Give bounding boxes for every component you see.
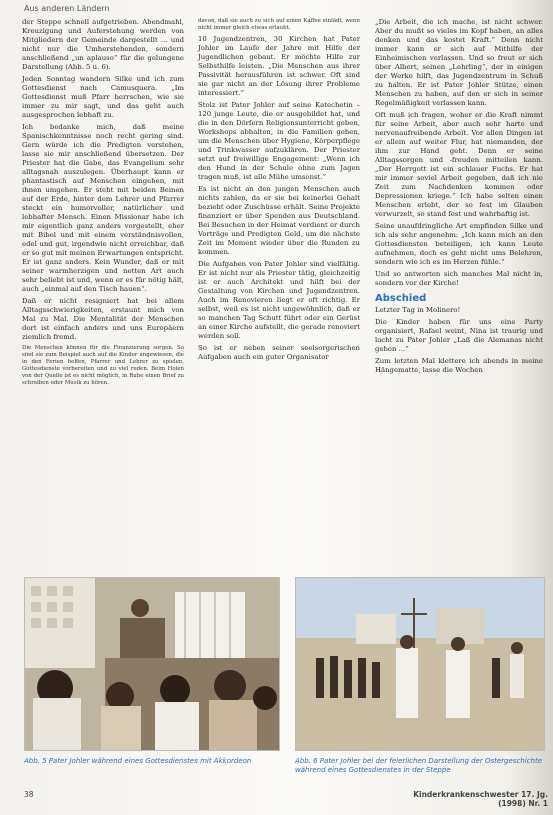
section-heading: Abschied: [375, 293, 427, 304]
paragraph: Stolz ist Pater Johler auf seine Katechetin – 120 junge Leute, die er ausgebildet hat, und die in den Dörfern Religionsunterricht geben, Workshops abhalten, in die Familien gehen, um die Menschen über Hygiene, Körperpflege und Trinkwasser aufzuklären. Der Priester setzt auf freiwillige Engagement: „Wenn ich den Hund in der Schule ohne zum Jagen tragen muß, ist alle Mühe umsonst.“: [198, 101, 360, 181]
text-column-1: [22, 18, 184, 390]
paragraph: 10 Jugendzentren, 30 Kirchen hat Pater Johler im Laufe der Jahre mit Hilfe der Jugendlichen gebaut. Er möchte Hilfe zur Selbsthilfe leisten. „Die Menschen aus ihrer Passivität herausführen ist schwer. Oft sind sie gar nicht an der Lösung ihrer Probleme interessiert.“: [198, 35, 360, 97]
paragraph: Es ist nicht an den jungen Menschen auch nichts zahlen, da er sie bei keinerlei Gehalt bezieht oder Zuschüsse erhält. Seine Projekte finanziert er über Spenden aus Deutschland. Bei Besuchen in der Heimat verdient er durch Vorträge und Predigten Geld, um die nächste Zeit im Moment wieder über die Runden zu kommen.: [198, 185, 360, 256]
photo-church-service-image: [25, 578, 279, 750]
paragraph: Die Kinder haben für uns eine Party organisiert, Rafael weint, Nina ist traurig und lacht zu Pater Johler „Laß die Alemanas nicht gehen ...“: [375, 318, 543, 353]
paragraph: Zum letzten Mal klettere ich abends in meine Hängematte, lasse die Wochen: [375, 357, 543, 374]
paragraph: Jeden Sonntag wandern Silke und ich zum Gottesdienst nach Camusquera. „Im Gottesdienst muß Pfarr herrschen, wie sie immer zu mir sagt, und das geht auch ausgesprochen lebhaft zu.: [22, 75, 184, 119]
small-print: Die Menschen können für die Finanzierung sorgen. So sind sie zum Beispiel auch auf die Kinder angewiesen, die in den Ferien helfen, Pfarrer und Lehrer zu spielen, Gottesdienste vorbereiten und zu viel reden. Beim Holen von der Quelle ist es nicht möglich, in Ruhe einen Brief zu schreiben oder Musik zu hören.: [22, 345, 184, 386]
section-tag: Aus anderen Ländern: [24, 4, 110, 13]
paragraph: der Steppe schnell aufgetrieben. Abendmahl, Kreuzigung und Auferstehung werden von Mitgliedern der Gemeinde dargestellt ... und nicht nur die Umherstehenden, sondern anschließend „un aplauso“ für die gelungene Darstellung (Abb. 5 u. 6).: [22, 18, 184, 71]
paragraph: Letzter Tag in Molinero!: [375, 306, 461, 314]
text-column-2: [198, 18, 360, 365]
paragraph: Seine unaufdringliche Art empfinden Silke und ich als sehr angenehm: „Ich kann mich an den Gottesdiensten beteiligen, ich kann Leute aufnehmen, doch es geht nicht ums Belehren, sondern wie ich es im Herzen fühle.“: [375, 222, 543, 266]
paragraph: Daß er nicht resigniert hat bei allem Alltagsschwierigkeiten, erstaunt mich von Mal zu Mal. Die Mentalität der Menschen dort ist einfach anders und uns Europäern ziemlich fremd.: [22, 297, 184, 341]
small-print: davon, daß sie auch zu sich auf einen Kaffee einlädt, wenn nicht immer gleich etwas erlaubt.: [198, 18, 360, 31]
photo-easter-procession: [295, 577, 545, 751]
photo-church-service: [24, 577, 280, 751]
figure-caption-5: Abb. 5 Pater Johler während eines Gottesdienstes mit Akkordeon: [24, 757, 252, 765]
paragraph: Und so antworten sich manches Mal nicht in, sondern vor der Kirche!: [375, 270, 543, 287]
paragraph: Oft muß ich fragen, woher er die Kraft nimmt für seine Arbeit, aber auch sehr harte und nervenaufreibende Arbeit. Vor allen Dingen ist er allein auf weiter Flur, hat niemanden, der ihm zur Hand geht. Denn er seine Alltagssorgen und -freuden mitteilen kann. „Der Herrgott ist ein schlauer Fuchs. Er hat mir immer soviel Arbeit gegeben, daß ich nie Zeit zum Nachdenken kommen oder Depressionen kriege.“ Ich habe selten einen Menschen erlebt, der so fest im Glauben verwurzelt, so stand fest und wahrhaftig ist.: [375, 111, 543, 218]
paragraph: „Die Arbeit, die ich mache, ist nicht schwer. Aber du mußt so vieles im Kopf haben, an alles denken und das kostet Kraft.“ Denn nicht immer kann er sich auf Mithilfe der Einheimischen verlassen. Und so freut er sich über Albert, seinen „Lehrling“, der in einigen der Werke hilft, das Jugendzentrum in Schuß zu halten. Er ist Pater Johler Stütze, einen Menschen zu haben, auf den er sich in seiner Regelmäßigkeit verlassen kann.: [375, 18, 543, 107]
photo-easter-procession-image: [296, 578, 544, 750]
paragraph: So ist er neben seiner seelsorgerischen Aufgaben auch ein guter Organisator: [198, 344, 360, 361]
paragraph: Die Aufgaben von Pater Johler sind vielfältig. Er ist nicht nur als Priester tätig, gleichzeitig ist er auch Architekt und hilft bei der Gestaltung von Kirchen und Jugendzentren. Auch im Renovieren liegt er oft richtig. Er selbst, weil es ist nicht ungewöhnlich, daß er so manchen Tag Schutt führt oder ein Gerüst an einer Kirche aufstellt, die gerade renoviert werden soll.: [198, 260, 360, 340]
publication-info: Kinderkrankenschwester 17. Jg. (1998) Nr. 1: [413, 790, 548, 808]
paragraph: Ich bedanke mich, daß meine Spanischkenntnisse noch recht gering sind. Gern würde ich die Predigten verstehen, lasse sie mir anschließend übersetzen. Der Priester hat die Gabe, das Evangelium sehr alltagsnah auszulegen. Überhaupt kann er phantastisch auf Menschen eingehen, mit ihnen umgehen. Er steht mit beiden Beinen auf der Erde, hinter dem Lehrer und Pfarrer steckt ein humorvoller, natürlicher und lebhafter Mensch. Einen Missionar habe ich mir eigentlich ganz anders vorgestellt, eher mit Bibel und mit einem verständnisvollen, edel und gut, irgendwie nicht erreichbar, daß er so gut mit meinen Erwartungen entspricht. Er ist ganz anders. Kein Wunder, daß er mit seiner warmherzigen und netten Art auch sehr beliebt ist und, wenn er es für nötig hält, auch „einmal auf den Tisch hauen“.: [22, 123, 184, 293]
text-column-3: [375, 18, 543, 378]
figure-caption-6: Abb. 6 Pater Johler bei der feierlichen Darstellung der Ostergeschichte während eines Gottesdienstes in der Steppe: [295, 757, 543, 774]
page-number: 38: [24, 790, 34, 799]
